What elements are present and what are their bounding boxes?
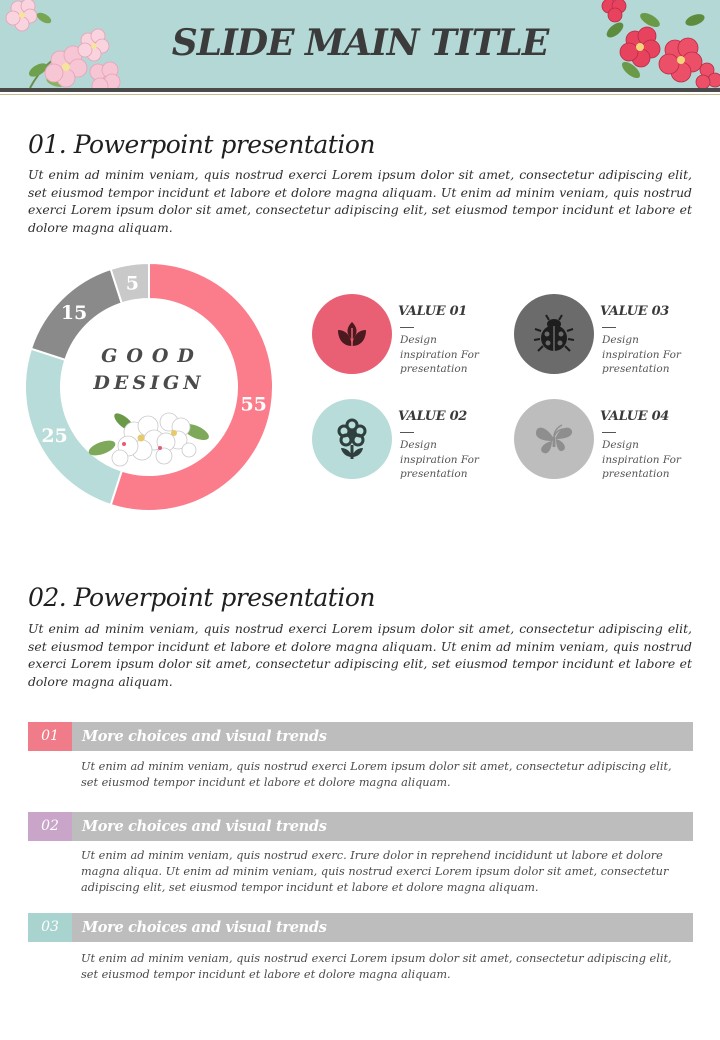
value-card-03 — [514, 294, 714, 384]
list-item-01-bar — [28, 722, 693, 751]
value-01-circle — [312, 294, 392, 374]
donut-center-text-line1: GOOD — [101, 345, 203, 367]
ladybug-icon — [533, 313, 575, 355]
lotus-icon — [332, 314, 372, 354]
slide-main-title: SLIDE MAIN TITLE — [171, 22, 549, 64]
list-item-01-number: 01 — [28, 722, 72, 751]
list-item-03-number: 03 — [28, 913, 72, 942]
section-1-body: Ut enim ad minim veniam, quis nostrud exerci Lorem ipsum dolor sit amet, consectetur adipiscing elit, set eiusmod tempor incidunt et labore et dolore magna aliquam. Ut enim ad minim veniam, quis nostrud exerci Lorem ipsum dolor sit amet, consectetur adipiscing elit, set eiusmod tempor incidunt et labore et dolore magna aliquam. — [28, 167, 692, 235]
section-1-title: 01. Powerpoint presentation — [28, 130, 375, 159]
value-02-desc: Design inspiration For presentation — [400, 439, 479, 480]
value-02-circle — [312, 399, 392, 479]
value-04-dash — [602, 432, 616, 433]
list-item-01-label: More choices and visual trends — [82, 728, 327, 745]
section-2-body: Ut enim ad minim veniam, quis nostrud exerci Lorem ipsum dolor sit amet, consectetur adipiscing elit, set eiusmod tempor incidunt et labore et dolore magna aliquam. Ut enim ad minim veniam, quis nostrud exerci Lorem ipsum dolor sit amet, consectetur adipiscing elit, set eiusmod tempor incidunt et labore et dolore magna aliquam. — [28, 621, 692, 689]
list-item-02-number: 02 — [28, 812, 72, 841]
list-item-02-text: Ut enim ad minim veniam, quis nostrud exerc. Irure dolor in reprehend incididunt ut labore et dolore magna aliqua. Ut enim ad minim veniam, quis nostrud exerci Lorem ipsum dolor sit amet, consectetur adipiscing elit, set eiusmod tempor incidunt et labore et dolore magna aliquam. — [81, 849, 669, 894]
section-2-title: 02. Powerpoint presentation — [28, 583, 375, 612]
list-item-02-label: More choices and visual trends — [82, 818, 327, 835]
value-01-title: VALUE 01 — [398, 304, 468, 319]
list-item-01-text: Ut enim ad minim veniam, quis nostrud exerci Lorem ipsum dolor sit amet, consectetur adipiscing elit, set eiusmod tempor incidunt et labore et dolore magna aliquam. — [81, 760, 672, 789]
value-03-desc: Design inspiration For presentation — [602, 334, 681, 375]
value-01-dash — [400, 327, 414, 328]
donut-label-15: 15 — [60, 302, 88, 325]
flower-decoration — [87, 410, 211, 466]
value-card-02 — [312, 399, 512, 489]
value-card-04 — [514, 399, 714, 489]
value-04-circle — [514, 399, 594, 479]
donut-center-text-line2: DESIGN — [93, 372, 205, 394]
value-03-title: VALUE 03 — [600, 304, 670, 319]
camellia-illustration — [595, 0, 720, 88]
value-04-title: VALUE 04 — [600, 409, 670, 424]
list-item-03-label: More choices and visual trends — [82, 919, 327, 936]
donut-label-55: 55 — [240, 393, 267, 416]
header-banner — [0, 0, 720, 88]
header-divider — [0, 88, 720, 92]
flower-icon — [332, 417, 372, 461]
value-card-01 — [312, 294, 512, 384]
value-02-dash — [400, 432, 414, 433]
value-02-title: VALUE 02 — [398, 409, 468, 424]
value-03-circle — [514, 294, 594, 374]
value-04-desc: Design inspiration For presentation — [602, 439, 681, 480]
donut-label-25: 25 — [41, 425, 68, 448]
list-item-02-bar — [28, 812, 693, 841]
list-item-03-bar — [28, 913, 693, 942]
header-thin-divider — [0, 94, 720, 95]
value-03-dash — [602, 327, 616, 328]
donut-label-5: 5 — [125, 272, 140, 295]
butterfly-icon — [532, 419, 576, 459]
value-01-desc: Design inspiration For presentation — [400, 334, 479, 375]
list-item-03-text: Ut enim ad minim veniam, quis nostrud exerci Lorem ipsum dolor sit amet, consectetur adipiscing elit, set eiusmod tempor incidunt et labore et dolore magna aliquam. — [81, 952, 672, 981]
donut-chart — [24, 262, 274, 512]
